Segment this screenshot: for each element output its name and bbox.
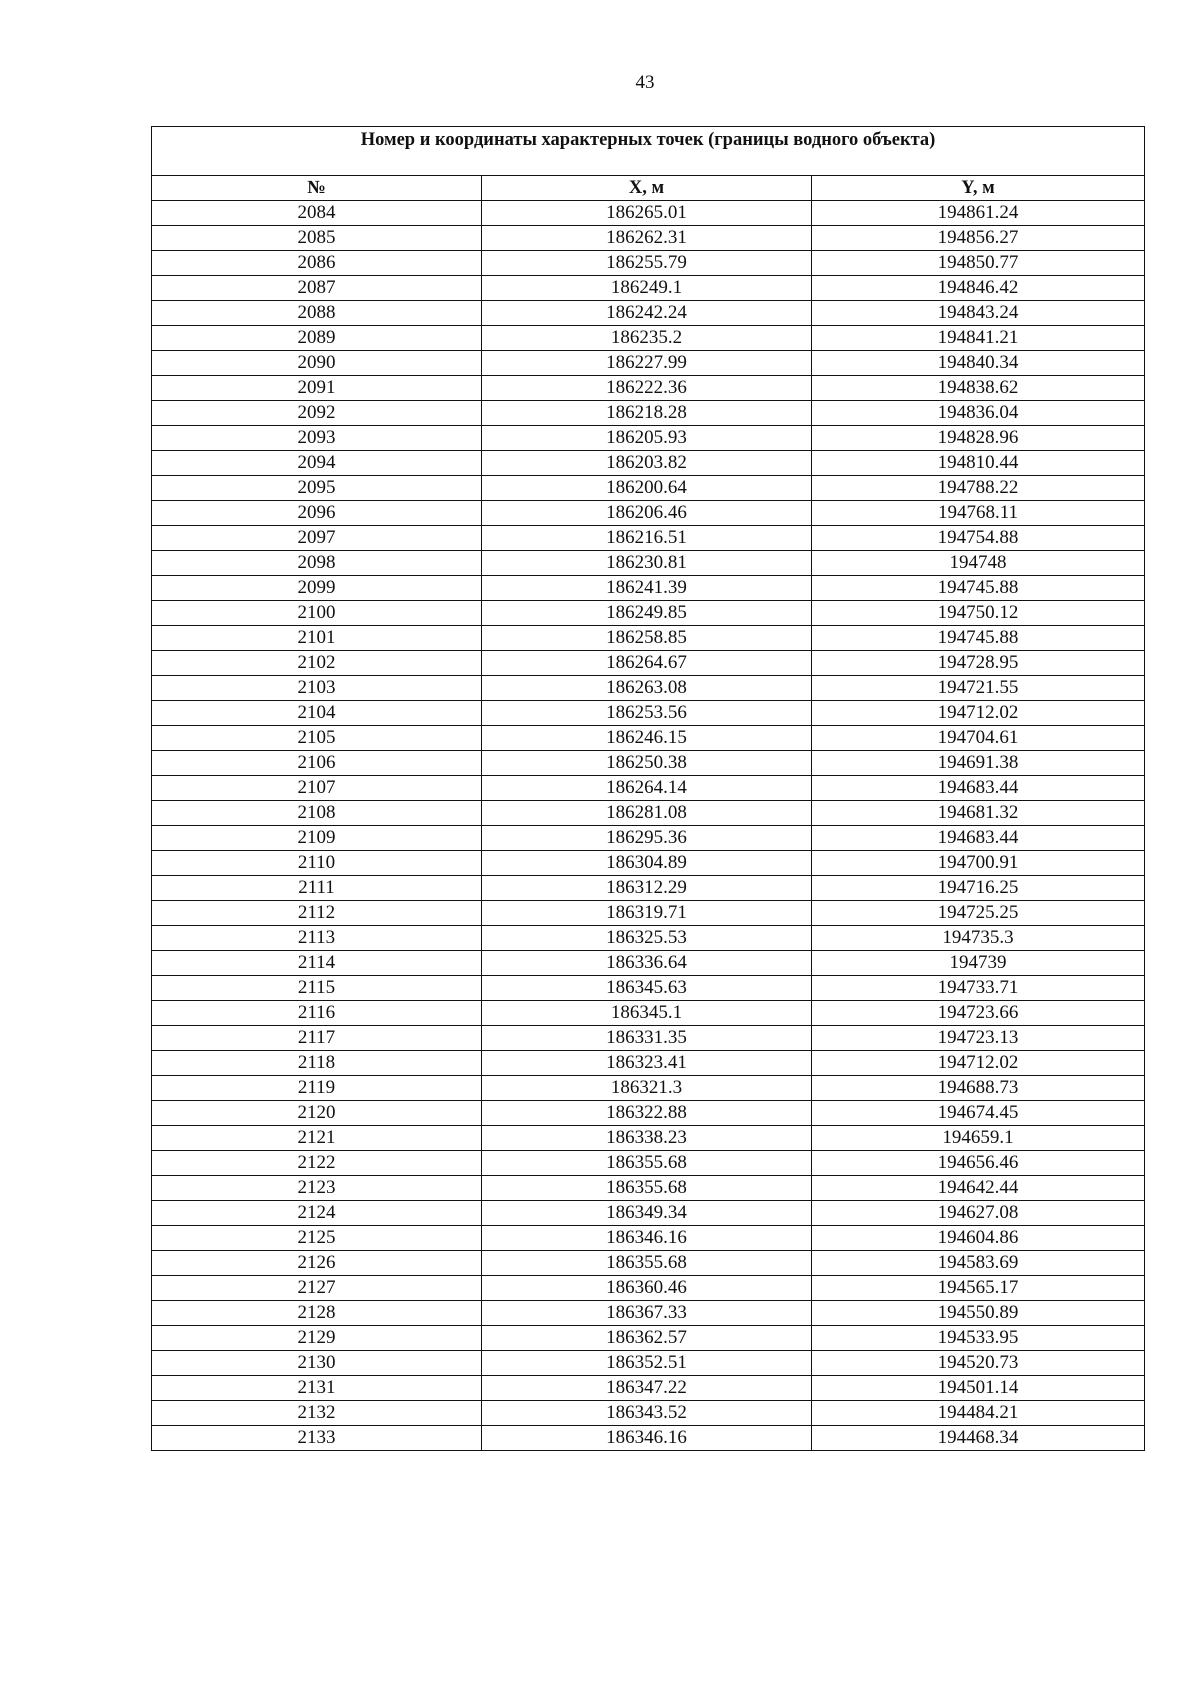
point-number-cell: 2108 [152,801,482,826]
point-number-cell: 2121 [152,1126,482,1151]
table-row [152,1076,1145,1101]
x-coordinate-cell: 186250.38 [482,751,812,776]
y-coordinate-cell: 194688.73 [812,1076,1145,1101]
y-coordinate-cell: 194691.38 [812,751,1145,776]
table-row [152,576,1145,601]
point-number-cell: 2086 [152,251,482,276]
table-row [152,376,1145,401]
table-row [152,251,1145,276]
table-row [152,701,1145,726]
y-coordinate-cell: 194704.61 [812,726,1145,751]
y-coordinate-cell: 194788.22 [812,476,1145,501]
point-number-cell: 2117 [152,1026,482,1051]
table-row [152,1201,1145,1226]
coordinates-table [151,126,1145,1451]
x-coordinate-cell: 186295.36 [482,826,812,851]
x-coordinate-cell: 186262.31 [482,226,812,251]
y-coordinate-cell: 194683.44 [812,776,1145,801]
y-coordinate-cell: 194733.71 [812,976,1145,1001]
x-coordinate-cell: 186319.71 [482,901,812,926]
y-coordinate-cell: 194716.25 [812,876,1145,901]
x-coordinate-cell: 186249.85 [482,601,812,626]
point-number-cell: 2133 [152,1426,482,1451]
table-row [152,201,1145,226]
point-number-cell: 2127 [152,1276,482,1301]
x-coordinate-cell: 186235.2 [482,326,812,351]
table-row [152,401,1145,426]
table-row [152,651,1145,676]
table-row [152,851,1145,876]
table-row [152,1001,1145,1026]
x-coordinate-cell: 186264.14 [482,776,812,801]
point-number-cell: 2116 [152,1001,482,1026]
x-coordinate-cell: 186346.16 [482,1226,812,1251]
x-coordinate-cell: 186246.15 [482,726,812,751]
x-coordinate-cell: 186253.56 [482,701,812,726]
y-coordinate-cell: 194700.91 [812,851,1145,876]
x-coordinate-cell: 186362.57 [482,1326,812,1351]
table-row [152,601,1145,626]
table-row [152,951,1145,976]
x-coordinate-cell: 186345.1 [482,1001,812,1026]
point-number-cell: 2131 [152,1376,482,1401]
y-coordinate-cell: 194721.55 [812,676,1145,701]
point-number-cell: 2106 [152,751,482,776]
point-number-cell: 2102 [152,651,482,676]
x-coordinate-cell: 186355.68 [482,1251,812,1276]
point-number-cell: 2119 [152,1076,482,1101]
y-coordinate-cell: 194565.17 [812,1276,1145,1301]
table-row [152,726,1145,751]
x-coordinate-cell: 186222.36 [482,376,812,401]
x-coordinate-cell: 186321.3 [482,1076,812,1101]
table-row [152,1176,1145,1201]
point-number-cell: 2095 [152,476,482,501]
y-coordinate-cell: 194846.42 [812,276,1145,301]
table-header-row [152,176,1145,201]
y-coordinate-cell: 194850.77 [812,251,1145,276]
point-number-cell: 2125 [152,1226,482,1251]
y-coordinate-cell: 194768.11 [812,501,1145,526]
table-row [152,1051,1145,1076]
point-number-cell: 2110 [152,851,482,876]
x-coordinate-cell: 186322.88 [482,1101,812,1126]
point-number-cell: 2104 [152,701,482,726]
table-row [152,626,1145,651]
x-coordinate-cell: 186242.24 [482,301,812,326]
table-row [152,426,1145,451]
y-coordinate-cell: 194745.88 [812,576,1145,601]
x-coordinate-cell: 186355.68 [482,1151,812,1176]
table-row [152,1101,1145,1126]
table-row [152,476,1145,501]
y-coordinate-cell: 194723.13 [812,1026,1145,1051]
table-row [152,226,1145,251]
point-number-cell: 2113 [152,926,482,951]
y-coordinate-cell: 194712.02 [812,701,1145,726]
x-coordinate-cell: 186323.41 [482,1051,812,1076]
x-coordinate-cell: 186263.08 [482,676,812,701]
point-number-cell: 2128 [152,1301,482,1326]
point-number-cell: 2099 [152,576,482,601]
table-row [152,1126,1145,1151]
point-number-cell: 2091 [152,376,482,401]
point-number-cell: 2103 [152,676,482,701]
x-coordinate-cell: 186336.64 [482,951,812,976]
x-coordinate-cell: 186264.67 [482,651,812,676]
point-number-cell: 2093 [152,426,482,451]
x-coordinate-cell: 186360.46 [482,1276,812,1301]
point-number-cell: 2115 [152,976,482,1001]
point-number-cell: 2112 [152,901,482,926]
point-number-cell: 2122 [152,1151,482,1176]
y-coordinate-cell: 194656.46 [812,1151,1145,1176]
point-number-cell: 2087 [152,276,482,301]
y-coordinate-cell: 194712.02 [812,1051,1145,1076]
point-number-cell: 2088 [152,301,482,326]
y-coordinate-cell: 194856.27 [812,226,1145,251]
y-coordinate-cell: 194501.14 [812,1376,1145,1401]
table-row [152,451,1145,476]
y-coordinate-cell: 194828.96 [812,426,1145,451]
point-number-cell: 2120 [152,1101,482,1126]
y-coordinate-cell: 194659.1 [812,1126,1145,1151]
x-coordinate-cell: 186255.79 [482,251,812,276]
table-row [152,1376,1145,1401]
x-coordinate-cell: 186230.81 [482,551,812,576]
table-row [152,751,1145,776]
x-coordinate-cell: 186203.82 [482,451,812,476]
x-coordinate-cell: 186312.29 [482,876,812,901]
y-coordinate-cell: 194836.04 [812,401,1145,426]
table-row [152,1026,1145,1051]
y-coordinate-cell: 194810.44 [812,451,1145,476]
y-coordinate-cell: 194674.45 [812,1101,1145,1126]
y-coordinate-cell: 194583.69 [812,1251,1145,1276]
point-number-cell: 2132 [152,1401,482,1426]
y-coordinate-cell: 194642.44 [812,1176,1145,1201]
point-number-cell: 2090 [152,351,482,376]
table-row [152,551,1145,576]
x-coordinate-cell: 186331.35 [482,1026,812,1051]
point-number-cell: 2114 [152,951,482,976]
point-number-cell: 2098 [152,551,482,576]
y-coordinate-cell: 194550.89 [812,1301,1145,1326]
table-row [152,326,1145,351]
y-coordinate-cell: 194723.66 [812,1001,1145,1026]
point-number-cell: 2107 [152,776,482,801]
x-coordinate-cell: 186249.1 [482,276,812,301]
page-number: 43 [635,72,655,93]
y-coordinate-cell: 194838.62 [812,376,1145,401]
y-coordinate-cell: 194533.95 [812,1326,1145,1351]
table-row [152,1226,1145,1251]
y-coordinate-cell: 194843.24 [812,301,1145,326]
x-coordinate-cell: 186258.85 [482,626,812,651]
point-number-cell: 2126 [152,1251,482,1276]
x-coordinate-cell: 186218.28 [482,401,812,426]
table-body [152,201,1145,1451]
table-row [152,1401,1145,1426]
y-coordinate-cell: 194735.3 [812,926,1145,951]
x-coordinate-cell: 186352.51 [482,1351,812,1376]
x-coordinate-cell: 186304.89 [482,851,812,876]
x-coordinate-cell: 186367.33 [482,1301,812,1326]
x-coordinate-cell: 186200.64 [482,476,812,501]
y-coordinate-cell: 194750.12 [812,601,1145,626]
x-coordinate-cell: 186241.39 [482,576,812,601]
table-caption: Номер и координаты характерных точек (границы водного объекта) [152,127,1145,176]
y-coordinate-cell: 194604.86 [812,1226,1145,1251]
point-number-cell: 2084 [152,201,482,226]
y-coordinate-cell: 194739 [812,951,1145,976]
y-coordinate-cell: 194683.44 [812,826,1145,851]
table-row [152,526,1145,551]
point-number-cell: 2092 [152,401,482,426]
x-coordinate-cell: 186345.63 [482,976,812,1001]
x-coordinate-cell: 186206.46 [482,501,812,526]
table-row [152,1276,1145,1301]
point-number-cell: 2130 [152,1351,482,1376]
table-row [152,1351,1145,1376]
point-number-cell: 2089 [152,326,482,351]
y-coordinate-cell: 194841.21 [812,326,1145,351]
point-number-cell: 2123 [152,1176,482,1201]
x-coordinate-cell: 186205.93 [482,426,812,451]
table-row [152,1426,1145,1451]
table-row [152,926,1145,951]
x-coordinate-cell: 186349.34 [482,1201,812,1226]
point-number-cell: 2094 [152,451,482,476]
table-row [152,801,1145,826]
y-coordinate-cell: 194861.24 [812,201,1145,226]
point-number-cell: 2124 [152,1201,482,1226]
x-coordinate-cell: 186265.01 [482,201,812,226]
point-number-cell: 2129 [152,1326,482,1351]
table-row [152,276,1145,301]
y-coordinate-cell: 194728.95 [812,651,1145,676]
point-number-cell: 2085 [152,226,482,251]
point-number-cell: 2109 [152,826,482,851]
table-row [152,1301,1145,1326]
table-row [152,301,1145,326]
x-coordinate-cell: 186343.52 [482,1401,812,1426]
table-row [152,876,1145,901]
table-row [152,1251,1145,1276]
column-header-y: Y, м [812,176,1145,201]
point-number-cell: 2111 [152,876,482,901]
table-row [152,501,1145,526]
x-coordinate-cell: 186216.51 [482,526,812,551]
x-coordinate-cell: 186325.53 [482,926,812,951]
y-coordinate-cell: 194748 [812,551,1145,576]
x-coordinate-cell: 186355.68 [482,1176,812,1201]
y-coordinate-cell: 194725.25 [812,901,1145,926]
y-coordinate-cell: 194840.34 [812,351,1145,376]
point-number-cell: 2096 [152,501,482,526]
y-coordinate-cell: 194484.21 [812,1401,1145,1426]
table-row [152,676,1145,701]
y-coordinate-cell: 194745.88 [812,626,1145,651]
point-number-cell: 2100 [152,601,482,626]
point-number-cell: 2118 [152,1051,482,1076]
y-coordinate-cell: 194468.34 [812,1426,1145,1451]
y-coordinate-cell: 194681.32 [812,801,1145,826]
table-caption-row [152,127,1145,176]
table-row [152,976,1145,1001]
y-coordinate-cell: 194520.73 [812,1351,1145,1376]
x-coordinate-cell: 186338.23 [482,1126,812,1151]
x-coordinate-cell: 186281.08 [482,801,812,826]
point-number-cell: 2097 [152,526,482,551]
table-row [152,826,1145,851]
column-header-number: № [152,176,482,201]
x-coordinate-cell: 186347.22 [482,1376,812,1401]
y-coordinate-cell: 194627.08 [812,1201,1145,1226]
x-coordinate-cell: 186227.99 [482,351,812,376]
table-row [152,351,1145,376]
x-coordinate-cell: 186346.16 [482,1426,812,1451]
point-number-cell: 2105 [152,726,482,751]
point-number-cell: 2101 [152,626,482,651]
y-coordinate-cell: 194754.88 [812,526,1145,551]
table-row [152,901,1145,926]
column-header-x: X, м [482,176,812,201]
table-row [152,1326,1145,1351]
table-row [152,776,1145,801]
table-row [152,1151,1145,1176]
